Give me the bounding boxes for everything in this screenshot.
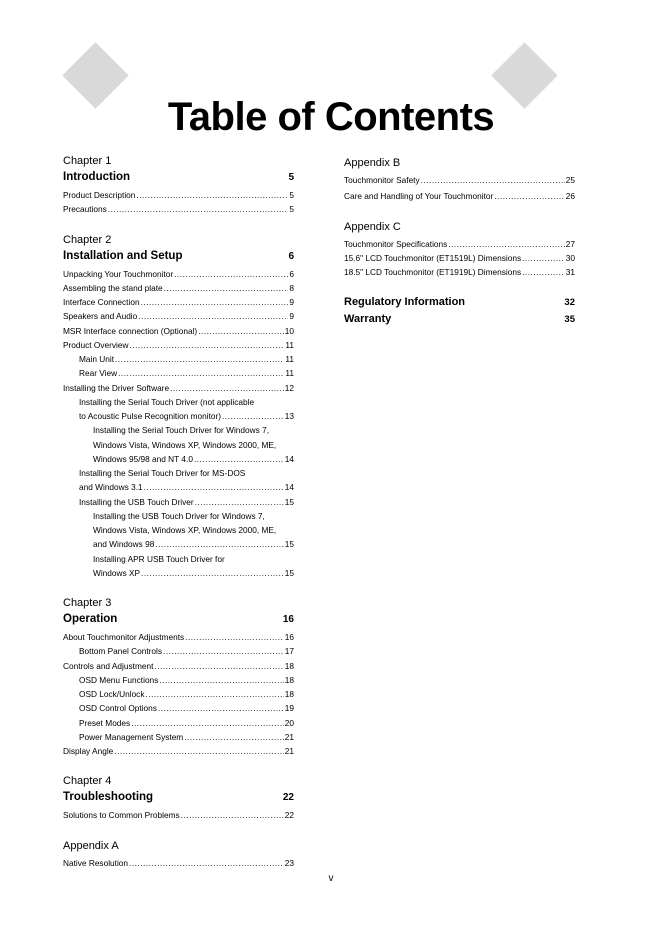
entry-page: 9 — [289, 297, 294, 307]
dot-leader — [185, 630, 284, 644]
toc-entry[interactable] — [63, 309, 294, 323]
toc-entry[interactable] — [63, 202, 294, 216]
appendix-label: Appendix C — [344, 220, 401, 233]
entry-page: 17 — [284, 646, 294, 657]
chapter-page: 5 — [288, 172, 294, 183]
dot-leader — [159, 673, 283, 687]
entry-page: 15 — [284, 496, 294, 507]
entry-text: Assembling the stand plate — [63, 282, 163, 293]
dot-leader — [144, 480, 284, 494]
entry-text: Main Unit — [79, 354, 115, 364]
entry-page: 9 — [289, 311, 294, 322]
entry-text: MSR Interface connection (Optional) — [63, 325, 198, 336]
toc-entry[interactable] — [63, 366, 294, 380]
dot-leader — [155, 537, 283, 551]
appendix-a-section — [63, 838, 294, 870]
appendix-c-section — [344, 219, 575, 280]
chapter-page: 6 — [288, 250, 294, 262]
warranty-heading[interactable] — [344, 311, 575, 328]
entry-page: 14 — [284, 453, 294, 464]
entry-text: and Windows 3.1 — [79, 482, 143, 493]
entry-text: 15.6" LCD Touchmonitor (ET1519L) Dimensions — [344, 252, 522, 263]
dot-leader — [136, 188, 288, 202]
section-title: Regulatory Information — [344, 296, 466, 309]
chapter-label: Chapter 1 — [63, 155, 112, 167]
appendix-label: Appendix B — [344, 157, 401, 169]
entry-page: 31 — [565, 267, 575, 277]
entry-text: Installing the USB Touch Driver — [79, 496, 194, 507]
chapter-heading[interactable] — [63, 248, 294, 265]
entry-text: and Windows 98 — [93, 539, 155, 550]
chapter-heading[interactable] — [63, 169, 294, 186]
toc-entry[interactable] — [344, 251, 575, 265]
dot-leader — [195, 495, 284, 509]
dot-leader — [129, 856, 284, 870]
entry-page: 6 — [289, 268, 294, 279]
entry-page: 5 — [289, 204, 294, 215]
entry-page: 14 — [284, 482, 294, 493]
entry-text-line[interactable]: Installing the Serial Touch Driver for MS-DOS — [79, 468, 246, 478]
toc-entry[interactable] — [63, 716, 294, 730]
entry-page: 12 — [284, 382, 294, 393]
entry-page: 25 — [565, 175, 575, 185]
entry-text: Product Description — [63, 190, 136, 200]
entry-page: 10 — [284, 325, 294, 336]
toc-entry[interactable] — [63, 537, 294, 551]
entry-text: OSD Control Options — [79, 703, 157, 714]
toc-entry[interactable] — [63, 659, 294, 673]
entry-page: 13 — [284, 411, 294, 421]
toc-entry[interactable] — [63, 352, 294, 366]
toc-entry[interactable] — [63, 381, 294, 395]
entry-page: 11 — [285, 354, 294, 364]
dot-leader — [181, 808, 284, 822]
entry-text: Touchmonitor Specifications — [344, 238, 448, 249]
entry-text: Interface Connection — [63, 297, 140, 307]
toc-entry[interactable] — [344, 173, 575, 187]
section-title: Warranty — [344, 313, 392, 326]
chapter-heading[interactable] — [63, 789, 294, 806]
chapter-page: 22 — [282, 792, 294, 804]
toc-entry[interactable] — [63, 281, 294, 295]
toc-entry[interactable] — [63, 856, 294, 870]
toc-entry[interactable] — [63, 409, 294, 423]
entry-page: 5 — [289, 190, 294, 200]
entry-text: OSD Lock/Unlock — [79, 689, 145, 699]
entry-text: About Touchmonitor Adjustments — [63, 632, 185, 642]
entry-text: Product Overview — [63, 339, 129, 350]
toc-entry[interactable] — [344, 265, 575, 279]
entry-page: 18 — [284, 689, 294, 699]
dot-leader — [138, 309, 288, 323]
entry-text: Power Management System — [79, 731, 184, 742]
dot-leader — [448, 237, 564, 251]
toc-entry[interactable] — [63, 673, 294, 687]
regulatory-heading[interactable] — [344, 294, 575, 311]
entry-text-line[interactable]: Installing the Serial Touch Driver (not applicable — [79, 396, 255, 407]
toc-entry[interactable] — [344, 237, 575, 251]
chapter-heading[interactable] — [63, 611, 294, 628]
toc-entry[interactable] — [63, 808, 294, 822]
dot-leader — [421, 173, 565, 187]
toc-right-column — [344, 155, 575, 328]
entry-page: 18 — [284, 660, 294, 671]
dot-leader — [115, 352, 284, 366]
toc-entry[interactable] — [63, 630, 294, 644]
dot-leader — [174, 267, 288, 281]
toc-entry[interactable] — [344, 189, 575, 203]
entry-text: to Acoustic Pulse Recognition monitor) — [79, 411, 222, 421]
dot-leader — [154, 659, 283, 673]
toc-entry[interactable] — [63, 338, 294, 352]
entry-page: 30 — [565, 252, 575, 263]
entry-text: Unpacking Your Touchmonitor — [63, 268, 174, 279]
entry-page: 23 — [284, 857, 294, 868]
chapter-4-section — [63, 773, 294, 822]
toc-entry[interactable] — [63, 267, 294, 281]
entry-text: OSD Menu Functions — [79, 674, 159, 685]
entry-text: Speakers and Audio — [63, 311, 138, 322]
dot-leader — [114, 744, 283, 758]
entry-page: 18 — [284, 674, 294, 685]
toc-entry[interactable] — [63, 480, 294, 494]
entry-text: Bottom Panel Controls — [79, 646, 163, 657]
dot-leader — [184, 730, 284, 744]
chapter-3-section — [63, 595, 294, 758]
chapter-label: Chapter 3 — [63, 597, 112, 609]
entry-text: Windows XP — [93, 567, 141, 578]
appendix-b-section — [344, 155, 575, 204]
chapter-page: 16 — [282, 614, 294, 625]
entry-text: Touchmonitor Safety — [344, 175, 420, 185]
dot-leader — [494, 189, 564, 203]
toc-entry[interactable] — [63, 744, 294, 758]
entry-page: 8 — [289, 282, 294, 293]
toc-entry[interactable] — [63, 495, 294, 509]
entry-page: 22 — [284, 810, 294, 821]
entry-page: 20 — [284, 717, 294, 728]
entry-page: 27 — [565, 238, 575, 249]
entry-text: Solutions to Common Problems — [63, 810, 180, 821]
entry-text: Rear View — [79, 368, 118, 379]
dot-leader — [158, 701, 284, 715]
entry-text: Display Angle — [63, 746, 114, 756]
chapter-label: Chapter 4 — [63, 775, 112, 788]
page-title: Table of Contents — [167, 95, 495, 139]
dot-leader — [198, 324, 284, 338]
dot-leader — [164, 281, 289, 295]
chapter-1-section — [63, 153, 294, 217]
chapter-title: Troubleshooting — [63, 791, 154, 804]
entry-text: Native Resolution — [63, 857, 129, 868]
toc-entry[interactable] — [63, 452, 294, 466]
page-number: v — [328, 873, 334, 884]
toc-entry[interactable] — [63, 730, 294, 744]
dot-leader — [145, 687, 283, 701]
entry-page: 21 — [284, 746, 294, 756]
entry-text: Preset Modes — [79, 717, 131, 728]
dot-leader — [108, 202, 289, 216]
entry-text: Controls and Adjustment — [63, 660, 154, 671]
chapter-title: Operation — [63, 613, 118, 625]
chapter-2-section — [63, 232, 294, 581]
toc-entry[interactable] — [63, 566, 294, 580]
dot-leader — [129, 338, 284, 352]
dot-leader — [131, 716, 284, 730]
toc-entry[interactable] — [63, 687, 294, 701]
toc-entry[interactable] — [63, 644, 294, 658]
entry-page: 11 — [285, 339, 294, 350]
chapter-label: Chapter 2 — [63, 233, 112, 246]
entry-text-line[interactable]: Installing the Serial Touch Driver for Windows 7, — [93, 425, 270, 436]
dot-leader — [141, 295, 289, 309]
entry-page: 26 — [565, 191, 575, 202]
dot-leader — [522, 251, 565, 265]
appendix-label: Appendix A — [63, 839, 119, 852]
dot-leader — [194, 452, 284, 466]
entry-text: Installing the Driver Software — [63, 382, 170, 393]
entry-page: 15 — [284, 567, 294, 578]
entry-text-line[interactable]: Windows Vista, Windows XP, Windows 2000, ME, — [93, 525, 277, 535]
toc-entry[interactable] — [63, 324, 294, 338]
entry-page: 11 — [285, 368, 294, 379]
toc-entry[interactable] — [63, 295, 294, 309]
entry-page: 16 — [284, 632, 294, 642]
entry-text: Care and Handling of Your Touchmonitor — [344, 191, 494, 202]
entry-text-line[interactable]: Installing the USB Touch Driver for Windows 7, — [93, 510, 265, 521]
entry-text: 18.5" LCD Touchmonitor (ET1919L) Dimensions — [344, 267, 522, 277]
dot-leader — [522, 265, 565, 279]
toc-entry[interactable] — [63, 701, 294, 715]
section-page: 35 — [564, 314, 575, 326]
entry-text: Precautions — [63, 204, 107, 215]
entry-page: 15 — [284, 539, 294, 550]
entry-text-line[interactable]: Installing APR USB Touch Driver for — [93, 553, 225, 564]
dot-leader — [170, 381, 284, 395]
dot-leader — [141, 566, 284, 580]
entry-page: 21 — [284, 731, 294, 742]
chapter-title: Introduction — [63, 171, 131, 183]
dot-leader — [163, 644, 284, 658]
entry-page: 19 — [284, 703, 294, 714]
chapter-title: Installation and Setup — [63, 249, 183, 262]
section-page: 32 — [564, 297, 575, 309]
dot-leader — [118, 366, 284, 380]
toc-entry[interactable] — [63, 188, 294, 202]
entry-text-line[interactable]: Windows Vista, Windows XP, Windows 2000, ME, — [93, 439, 277, 450]
toc-left-column — [63, 153, 294, 885]
dot-leader — [222, 409, 284, 423]
entry-text: Windows 95/98 and NT 4.0 — [93, 453, 193, 464]
